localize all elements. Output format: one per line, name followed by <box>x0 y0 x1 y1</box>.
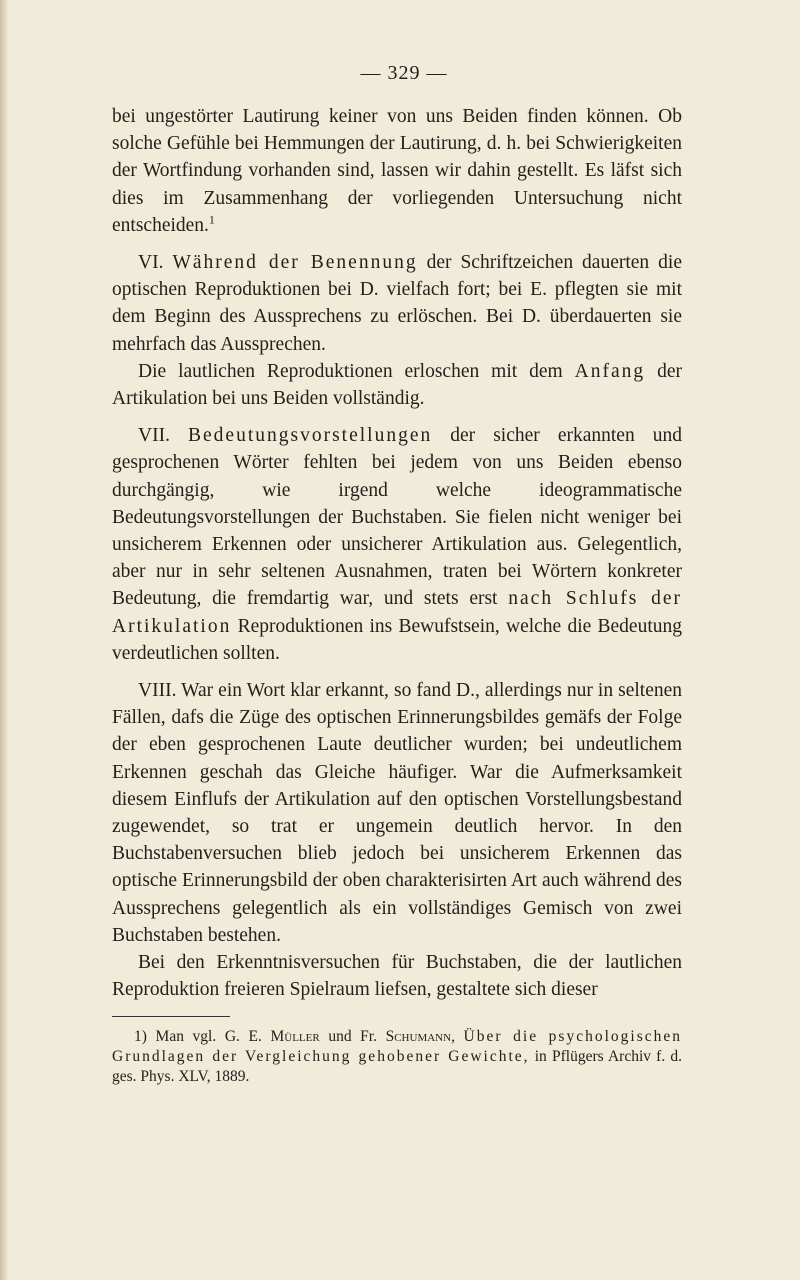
paragraph-text: VIII. War ein Wort klar erkannt, so fand D., allerdings nur in seltenen Fällen, dafs die Züge des optischen Erinnerungsbildes gemäfs der Folge der eben gesprochenen Laute deutlicher wurden; bei undeutlichem Erkennen geschah das Gleiche häufiger. War die Aufmerksamkeit diesem Einflufs der Artikulation auf den optischen Vorstellungsbestand zugewendet, so trat er ungemein deutlich hervor. In den Buchstabenversuchen blieb jedoch bei unsicherem Erkennen das optische Erinnerungsbild der oben charakterisirten Art auch während des Aussprechens gelegentlich als ein vollständiges Gemisch von zwei Buchstaben bestehen. <box>112 680 682 946</box>
emphasized-phrase: Während der Benennung <box>172 252 418 274</box>
footnote-text: Man vgl. G. E. <box>155 1027 262 1045</box>
section-numeral: VI. <box>138 252 164 274</box>
footnote-marker: 1) <box>134 1027 147 1045</box>
paragraph-lautliche <box>112 358 682 412</box>
paragraph-section-vi <box>112 249 682 358</box>
footnote <box>112 1027 682 1087</box>
paragraph-continuation <box>112 103 682 239</box>
paragraph-text: Reproduktionen ins Bewufstsein, welche die Bedeutung verdeutlichen sollten. <box>112 615 682 664</box>
paragraph-text: der Schriftzeichen dauerten die optischen Reproduktionen bei D. vielfach fort; bei E. pflegten sie mit dem Beginn des Aussprechens zu erlöschen. Bei D. überdauerten sie mehrfach das Aussprechen. <box>112 252 682 355</box>
paragraph-erkenntnisversuche <box>112 949 682 1003</box>
paragraph-section-viii <box>112 677 682 949</box>
footnote-author: Schumann <box>385 1027 452 1045</box>
emphasized-phrase: Bedeutungsvorstellungen <box>188 425 433 447</box>
footnote-author: Müller <box>270 1027 320 1045</box>
footnote-cited-title: Über die psychologischen Grundlagen der Vergleichung gehobener Gewichte, <box>112 1027 682 1065</box>
section-numeral: VII. <box>138 425 170 447</box>
footnote-text: , <box>451 1027 455 1045</box>
paragraph-text: der sicher erkannten und gesprochenen Wörter fehlten bei jedem von uns Beiden ebenso durchgängig, wie irgend welche ideogrammatische Bedeutungsvorstellungen der Buchstaben. Sie fielen nicht weniger bei unsicherem Erkennen oder unsicherer Artikulation aus. Gelegentlich, aber nur in sehr seltenen Ausnahmen, traten bei Wörtern konkreter Bedeutung, die fremdartig war, und stets erst <box>112 425 682 610</box>
paragraph-text: Die lautlichen Reproduktionen erloschen mit dem <box>138 360 563 382</box>
emphasized-phrase: nach Schlufs der Artikulation <box>112 588 683 637</box>
emphasized-word: Anfang <box>574 360 646 382</box>
footnote-text: und Fr. <box>328 1027 377 1045</box>
paragraph-text: bei ungestörter Lautirung keiner von uns Beiden finden können. Ob solche Gefühle bei Hemmungen der Lautirung, d. h. bei Schwierigkeiten der Wortfindung vorhanden sind, lassen wir dahin gestellt. Es läfst sich dies im Zusammenhang der vorliegenden Untersuchung nicht entscheiden. <box>112 106 682 236</box>
paragraph-text: Bei den Erkenntnisversuchen für Buchstaben, die der lautlichen Reproduktion freieren Spielraum liefsen, gestaltete sich dieser <box>112 952 682 1001</box>
paragraph-text: der Artikulation bei uns Beiden vollständig. <box>112 360 683 410</box>
footnote-divider <box>112 1016 230 1017</box>
footnote-text: in Pflügers Archiv f. d. ges. Phys. XLV, 1889. <box>112 1047 683 1085</box>
book-page <box>112 62 682 1087</box>
paragraph-section-vii <box>112 422 682 667</box>
body-text <box>112 103 682 1004</box>
footnote-reference: 1 <box>208 212 215 227</box>
page-number-header: — 329 — <box>360 62 448 84</box>
page-spine-shadow <box>0 0 8 1280</box>
